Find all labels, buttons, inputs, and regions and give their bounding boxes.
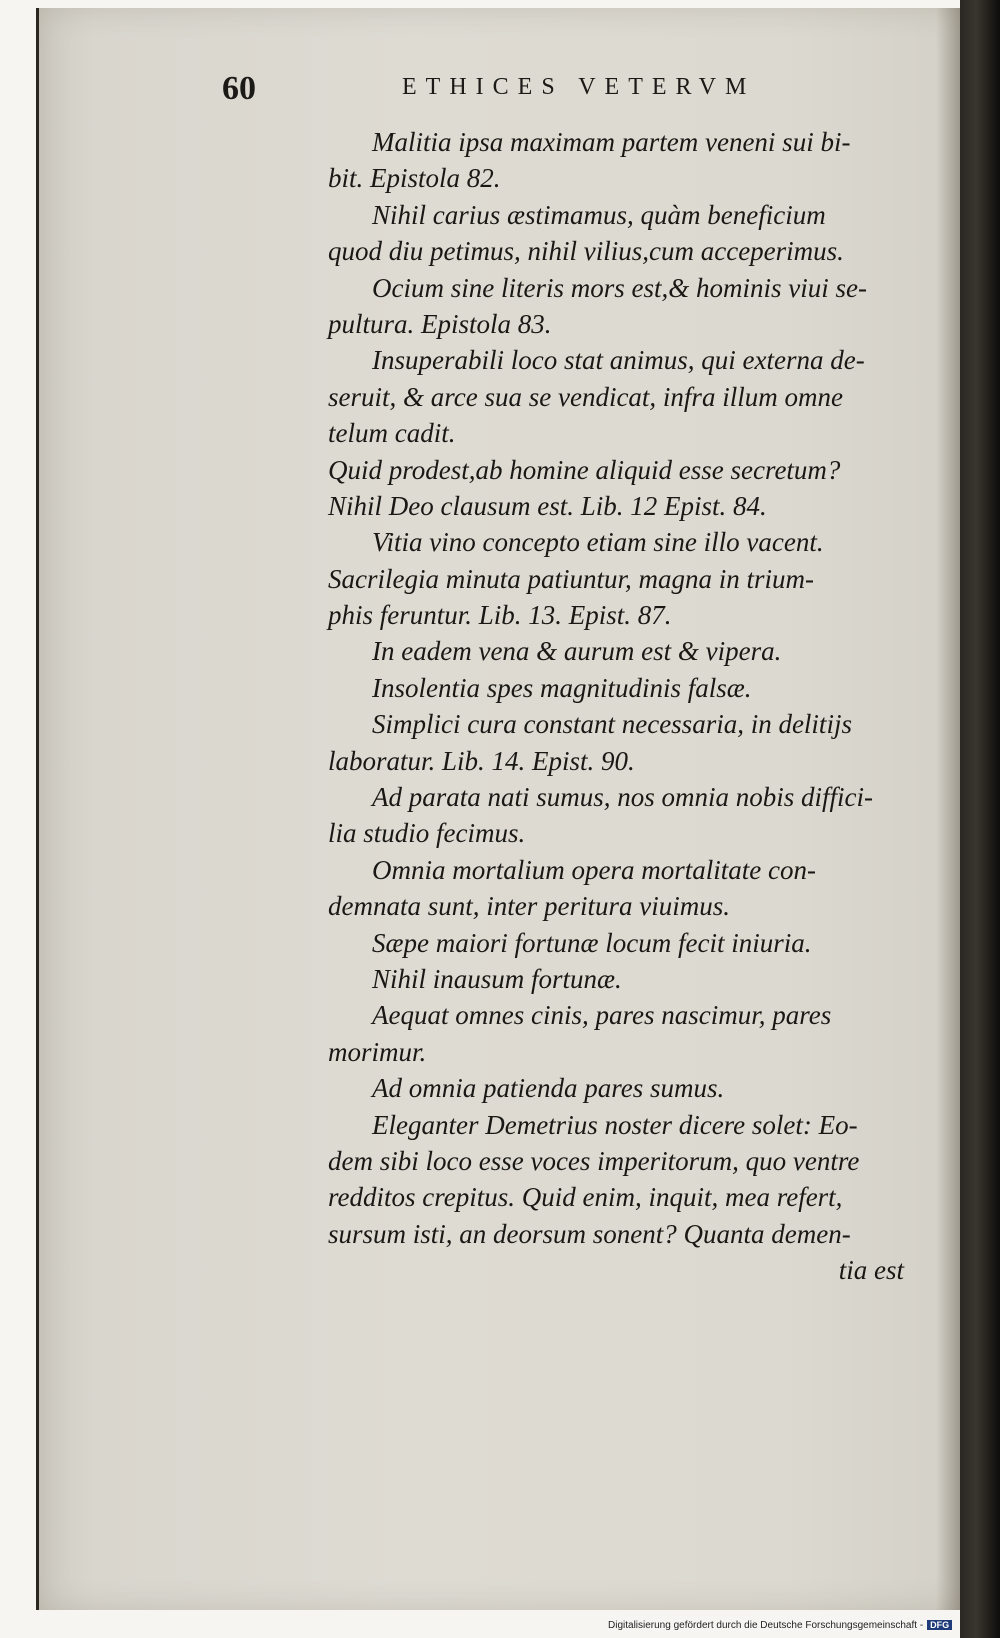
text-line: telum cadit.: [328, 418, 456, 449]
text-line: Quid prodest,ab homine aliquid esse secretum?: [328, 454, 841, 485]
text-line: demnata sunt, inter peritura viuimus.: [328, 891, 730, 922]
text-line: Ad parata nati sumus, nos omnia nobis diffici-: [372, 782, 874, 813]
text-line: Nihil Deo clausum est. Lib. 12 Epist. 84.: [328, 490, 767, 521]
text-line: In eadem vena & aurum est & vipera.: [372, 636, 782, 667]
text-line: laboratur. Lib. 14. Epist. 90.: [328, 745, 635, 776]
body-text: [328, 124, 948, 1289]
text-line: Nihil inausum fortunæ.: [372, 963, 622, 994]
text-line: quod diu petimus, nihil vilius,cum acceperimus.: [328, 236, 844, 267]
text-line: Sacrilegia minuta patiuntur, magna in trium-: [328, 563, 814, 594]
text-line: redditos crepitus. Quid enim, inquit, mea refert,: [328, 1182, 843, 1213]
text-line: dem sibi loco esse voces imperitorum, quo ventre: [328, 1145, 860, 1176]
text-line: Aequat omnes cinis, pares nascimur, pares: [372, 1000, 832, 1031]
text-line: Vitia vino concepto etiam sine illo vacent.: [372, 527, 824, 558]
credit-text: Digitalisierung gefördert durch die Deutsche Forschungsgemeinschaft -: [608, 1620, 924, 1631]
text-line: Insolentia spes magnitudinis falsæ.: [372, 672, 752, 703]
text-line: Simplici cura constant necessaria, in delitijs: [372, 709, 852, 740]
text-line: tia est: [838, 1255, 904, 1286]
page-edge: [960, 0, 1000, 1638]
text-line: Malitia ipsa maximam partem veneni sui bi-: [372, 127, 851, 157]
dfg-logo-icon: DFG: [927, 1620, 952, 1630]
text-line: morimur.: [328, 1036, 427, 1067]
text-line: sursum isti, an deorsum sonent? Quanta demen-: [328, 1218, 851, 1249]
digitization-credit: [608, 1620, 952, 1631]
running-title: ETHICES VETERVM: [402, 74, 756, 100]
text-line: pultura. Epistola 83.: [328, 308, 552, 339]
text-line: bit. Epistola 82.: [328, 163, 501, 194]
text-line: phis feruntur. Lib. 13. Epist. 87.: [328, 600, 672, 631]
text-line: lia studio fecimus.: [328, 818, 526, 849]
text-line: Ad omnia patienda pares sumus.: [372, 1073, 725, 1104]
text-line: Sæpe maiori fortunæ locum fecit iniuria.: [372, 927, 812, 958]
text-line: Eleganter Demetrius noster dicere solet: Eo-: [372, 1109, 858, 1140]
text-line: Nihil carius æstimamus, quàm beneficium: [372, 199, 826, 230]
page-header: [222, 70, 882, 110]
text-line: Omnia mortalium opera mortalitate con-: [372, 854, 816, 885]
text-line: seruit, & arce sua se vendicat, infra illum omne: [328, 381, 843, 412]
page-number: 60: [222, 70, 256, 107]
text-line: Ocium sine literis mors est,& hominis viui se-: [372, 272, 867, 303]
text-line: Insuperabili loco stat animus, qui externa de-: [372, 345, 865, 376]
